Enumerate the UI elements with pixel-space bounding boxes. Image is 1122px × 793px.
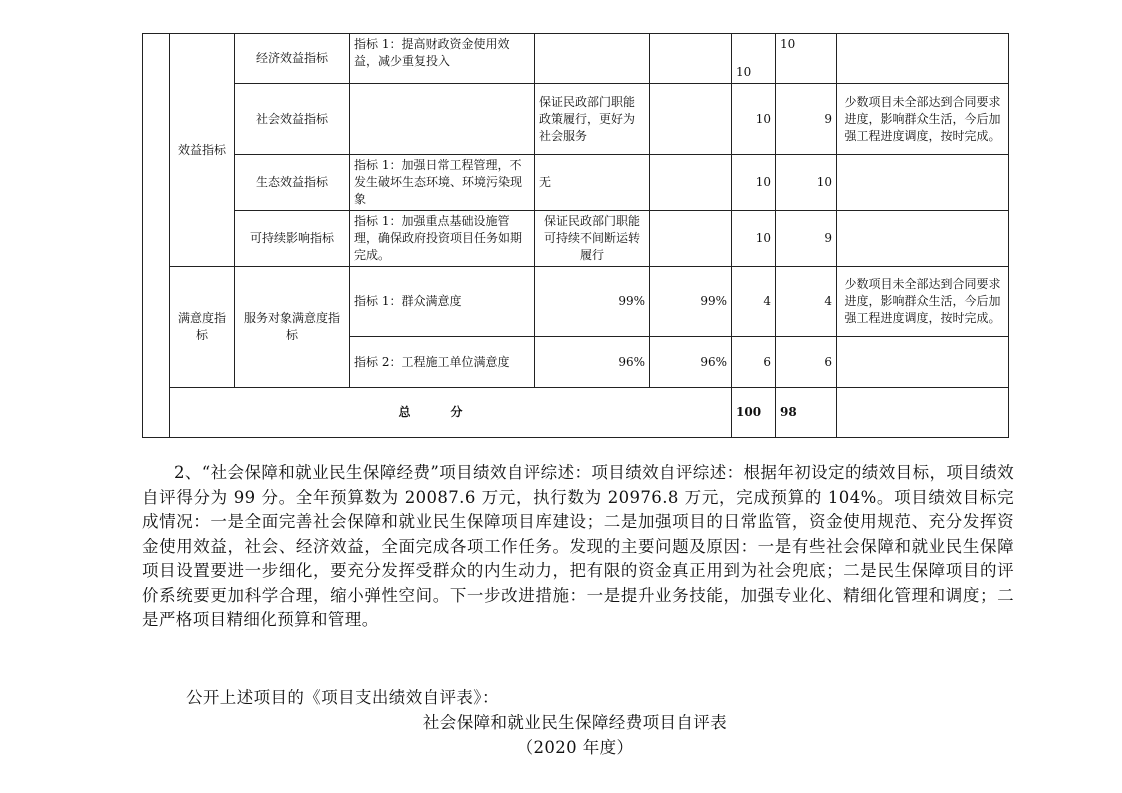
target-cell: 保证民政部门职能政策履行，更好为社会服务 xyxy=(535,84,650,155)
weight-cell: 10 xyxy=(732,84,776,155)
target-cell: 保证民政部门职能可持续不间断运转履行 xyxy=(535,211,650,267)
actual-cell: 96% xyxy=(650,337,732,388)
weight-cell: 10 xyxy=(732,211,776,267)
disclosure-paragraph: 公开上述项目的《项目支出绩效自评表》： xyxy=(186,688,499,707)
reason-cell xyxy=(837,211,1009,267)
total-row xyxy=(143,388,1009,438)
total-weight: 100 xyxy=(732,388,776,438)
actual-cell xyxy=(650,84,732,155)
indicator-cell: 指标 2：工程施工单位满意度 xyxy=(350,337,535,388)
sub-indicator-cell: 可持续影响指标 xyxy=(235,211,350,267)
reason-cell: 少数项目未全部达到合同要求进度，影响群众生活，今后加强工程进度调度，按时完成。 xyxy=(837,84,1009,155)
target-cell: 96% xyxy=(535,337,650,388)
table-row xyxy=(143,34,1009,84)
table-row xyxy=(143,211,1009,267)
reason-cell xyxy=(837,337,1009,388)
total-label: 总分 xyxy=(170,388,732,438)
target-cell: 99% xyxy=(535,267,650,337)
table-caption-year: （2020 年度） xyxy=(516,738,634,757)
table-row xyxy=(143,155,1009,211)
score-cell: 9 xyxy=(776,211,837,267)
actual-cell: 99% xyxy=(650,267,732,337)
score-cell: 4 xyxy=(776,267,837,337)
sub-indicator-cell: 社会效益指标 xyxy=(235,84,350,155)
weight-cell: 6 xyxy=(732,337,776,388)
table-row xyxy=(143,84,1009,155)
indicator-cell: 指标 1：提高财政资金使用效益，减少重复投入 xyxy=(350,34,535,84)
table-caption-title: 社会保障和就业民生保障经费项目自评表 xyxy=(422,713,728,732)
target-cell: 无 xyxy=(535,155,650,211)
indicator-cell xyxy=(350,84,535,155)
sub-indicator-cell: 经济效益指标 xyxy=(235,34,350,84)
weight-cell: 10 xyxy=(732,34,776,84)
blank-left-cell xyxy=(143,34,170,438)
total-reason-cell xyxy=(837,388,1009,438)
target-cell xyxy=(535,34,650,84)
actual-cell xyxy=(650,211,732,267)
sub-indicator-cell: 生态效益指标 xyxy=(235,155,350,211)
weight-cell: 10 xyxy=(732,155,776,211)
indicator-cell: 指标 1：加强重点基础设施管理，确保政府投资项目任务如期完成。 xyxy=(350,211,535,267)
performance-table xyxy=(142,33,1009,438)
group-satisfaction-cell: 满意度指标 xyxy=(170,267,235,388)
actual-cell xyxy=(650,34,732,84)
reason-cell: 少数项目未全部达到合同要求进度，影响群众生活，今后加强工程进度调度，按时完成。 xyxy=(837,267,1009,337)
weight-cell: 4 xyxy=(732,267,776,337)
reason-cell xyxy=(837,155,1009,211)
table-row xyxy=(143,267,1009,337)
group-benefit-cell: 效益指标 xyxy=(170,34,235,267)
indicator-cell: 指标 1：群众满意度 xyxy=(350,267,535,337)
score-cell: 6 xyxy=(776,337,837,388)
reason-cell xyxy=(837,34,1009,84)
score-cell: 10 xyxy=(776,34,837,84)
sub-indicator-cell: 服务对象满意度指标 xyxy=(235,267,350,388)
score-cell: 9 xyxy=(776,84,837,155)
summary-paragraph: 2、“社会保障和就业民生保障经费”项目绩效自评综述：项目绩效自评综述：根据年初设定的绩效目标，项目绩效自评得分为 99 分。全年预算数为 20087.6 万元，执行数为 20976.8 万元，完成预算的 104%。项目绩效目标完成情况：一是全面完善社会保障和就业民生保障项目库建设；二是加强项目的日常监管，资金使用规范、充分发挥资金使用效益，社会、经济效益，全面完成各项工作任务。发现的主要问题及原因：一是有些社会保障和就业民生保障项目设置要进一步细化，要充分发挥受群众的内生动力，把有限的资金真正用到为社会兜底；二是民生保障项目的评价系统要更加科学合理，缩小弹性空间。下一步改进措施：一是提升业务技能，加强专业化、精细化管理和调度；二是严格项目精细化预算和管理。 xyxy=(142,463,1014,629)
actual-cell xyxy=(650,155,732,211)
indicator-cell: 指标 1：加强日常工程管理，不发生破坏生态环境、环境污染现象 xyxy=(350,155,535,211)
total-score: 98 xyxy=(776,388,837,438)
score-cell: 10 xyxy=(776,155,837,211)
